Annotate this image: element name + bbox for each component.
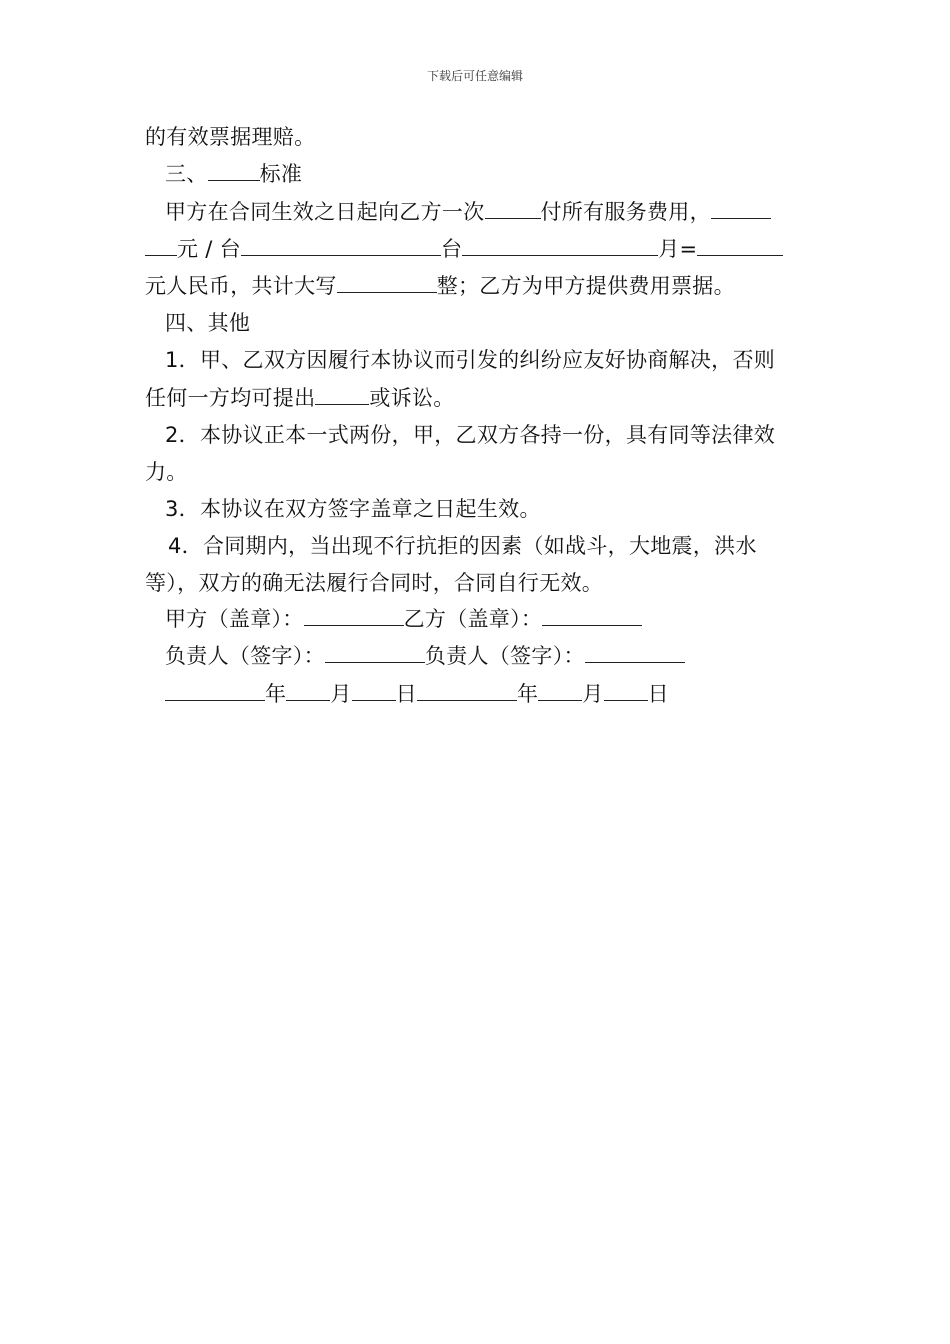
blank-field: [697, 233, 783, 256]
payment-line-3: 元人民币，共计大写 整；乙方为甲方提供费用票据。: [145, 270, 735, 301]
item-2-line-1: 2．本协议正本一式两份，甲，乙双方各持一份，具有同等法律效: [165, 423, 776, 447]
blank-field: [585, 640, 685, 663]
blank-field: [325, 640, 425, 663]
blank-field: [165, 678, 265, 701]
page-header: 下载后可任意编辑: [426, 69, 523, 83]
payment-line-2: 元 / 台 台 月=: [145, 233, 783, 264]
blank-field: [462, 233, 658, 256]
date-line: 年 月 日 年 月 日: [165, 678, 669, 709]
blank-field: [337, 270, 437, 293]
section-4-title: 四、其他: [165, 311, 251, 335]
blank-field: [145, 233, 177, 256]
item-4-line-1: 4．合同期内，当出现不行抗拒的因素（如战斗，大地震，洪水: [168, 534, 757, 558]
blank-field: [208, 158, 260, 181]
item-3: 3．本协议在双方签字盖章之日起生效。: [165, 497, 541, 521]
item-4-line-2: 等），双方的确无法履行合同时，合同自行无效。: [145, 571, 604, 595]
item-2-line-2: 力。: [145, 460, 188, 484]
blank-field: [241, 233, 441, 256]
blank-field: [711, 196, 771, 219]
blank-field: [286, 678, 330, 701]
blank-field: [352, 678, 396, 701]
blank-field: [485, 196, 541, 219]
seal-line: 甲方（盖章）： 乙方（盖章）：: [165, 603, 642, 634]
blank-field: [417, 678, 517, 701]
blank-field: [315, 382, 369, 405]
blank-field: [604, 678, 648, 701]
blank-field: [542, 603, 642, 626]
item-1-line-2: 任何一方均可提出 或诉讼。: [145, 382, 455, 413]
signature-line: 负责人（签字）： 负责人（签字）：: [165, 640, 685, 671]
blank-field: [304, 603, 404, 626]
blank-field: [538, 678, 582, 701]
payment-line-1: 甲方在合同生效之日起向乙方一次 付所有服务费用，: [165, 196, 771, 227]
section-3-title: 三、 标准: [165, 158, 302, 189]
para-line-1: 的有效票据理赔。: [145, 125, 316, 149]
item-1-line-1: 1．甲、乙双方因履行本协议而引发的纠纷应友好协商解决，否则: [165, 348, 776, 372]
